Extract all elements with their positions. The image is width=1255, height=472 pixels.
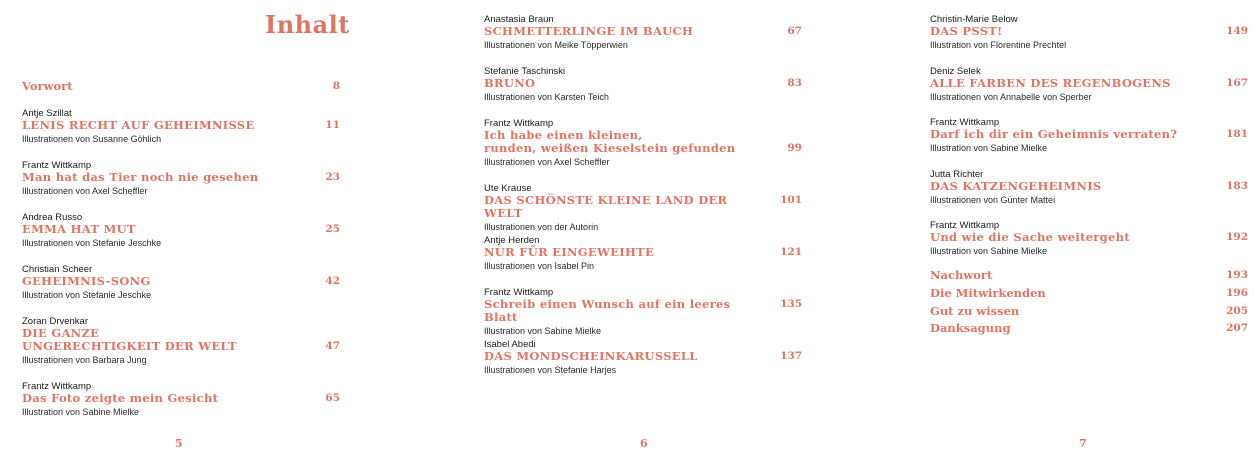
entry-author: Jutta Richter — [930, 169, 984, 180]
toc-entry[interactable] — [484, 183, 802, 233]
page-folio: 6 — [640, 437, 648, 450]
toc-entry[interactable] — [930, 14, 1248, 51]
page-number: 47 — [325, 340, 340, 352]
page-number: 65 — [325, 392, 340, 404]
entry-title-line-2: UNGERECHTIGKEIT DER WELT — [22, 339, 237, 353]
entry-title: Gut zu wissen — [930, 304, 1020, 318]
entry-author: Frantz Wittkamp — [484, 287, 554, 298]
entry-author: Stefanie Taschinski — [484, 66, 566, 77]
entry-title: GEHEIMNIS-SONG — [22, 274, 151, 288]
toc-entry[interactable] — [22, 108, 340, 145]
page-number: 167 — [1226, 77, 1248, 89]
entry-illustrator: Illustrationen von Barbara Jung — [22, 355, 147, 365]
entry-illustrator: Illustrationen von Stefanie Harjes — [484, 365, 617, 375]
entry-title: DAS PSST! — [930, 24, 1003, 38]
page-folio: 7 — [1079, 437, 1087, 450]
entry-illustrator: Illustration von Sabine Mielke — [930, 143, 1048, 153]
toc-entry[interactable] — [484, 66, 802, 103]
entry-title: Danksagung — [930, 321, 1011, 335]
entry-illustrator: Illustrationen von Axel Scheffler — [484, 157, 610, 167]
entry-title: Und wie die Sache weitergeht — [930, 230, 1130, 244]
entry-author: Anastasia Braun — [484, 14, 554, 25]
entry-illustrator: Illustrationen von Annabelle von Sperber — [930, 92, 1092, 102]
toc-entry[interactable] — [930, 169, 1248, 206]
page-number: 135 — [780, 298, 802, 310]
entry-illustrator: Illustration von Stefanie Jeschke — [22, 290, 152, 300]
entry-illustrator: Illustrationen von Isabel Pin — [484, 261, 595, 271]
page-number: 99 — [787, 142, 802, 154]
toc-entry[interactable] — [22, 316, 340, 366]
page-number: 121 — [780, 246, 802, 258]
entry-title: ALLE FARBEN DES REGENBOGENS — [930, 76, 1171, 90]
toc-entry[interactable] — [22, 264, 340, 301]
entry-author: Ute Krause — [484, 183, 532, 194]
toc-entry-danksagung[interactable] — [930, 322, 1248, 335]
entry-author: Frantz Wittkamp — [930, 117, 1000, 128]
entry-title: EMMA HAT MUT — [22, 222, 136, 236]
toc-entry-vorwort[interactable] — [22, 80, 340, 93]
page-number: 25 — [325, 223, 340, 235]
toc-entry[interactable] — [22, 212, 340, 249]
entry-title: DAS SCHÖNSTE KLEINE LAND DER WELT — [484, 193, 728, 220]
entry-author: Deniz Selek — [930, 66, 981, 77]
entry-illustrator: Illustrationen von Susanne Göhlich — [22, 134, 162, 144]
toc-entry[interactable] — [484, 339, 802, 376]
entry-author: Frantz Wittkamp — [484, 118, 554, 129]
page-number: 181 — [1226, 128, 1248, 140]
entry-author: Antje Szillat — [22, 108, 72, 119]
entry-title: LENIS RECHT AUF GEHEIMNISSE — [22, 118, 255, 132]
toc-entry[interactable] — [484, 287, 802, 337]
entry-title: DAS MONDSCHEINKARUSSELL — [484, 349, 698, 363]
page-number: 205 — [1226, 305, 1248, 317]
toc-entry[interactable] — [484, 14, 802, 51]
entry-author: Antje Herden — [484, 235, 540, 246]
entry-author: Frantz Wittkamp — [930, 220, 1000, 231]
toc-entry-nachwort[interactable] — [930, 269, 1248, 282]
toc-entry[interactable] — [930, 66, 1248, 103]
page-number: 67 — [787, 25, 802, 37]
entry-title: Vorwort — [22, 79, 73, 93]
page-number: 8 — [332, 80, 340, 92]
entry-title: BRUNO — [484, 76, 536, 90]
entry-illustrator: Illustrationen von Axel Scheffler — [22, 186, 148, 196]
entry-author: Andrea Russo — [22, 212, 83, 223]
entry-illustrator: Illustration von Sabine Mielke — [930, 246, 1048, 256]
toc-entry-mitwirkende[interactable] — [930, 287, 1248, 300]
entry-author: Zoran Drvenkar — [22, 316, 88, 327]
toc-entry[interactable] — [930, 220, 1248, 257]
entry-author: Frantz Wittkamp — [22, 160, 92, 171]
entry-title: Darf ich dir ein Geheimnis verraten? — [930, 127, 1178, 141]
entry-title-line-2: runden, weißen Kieselstein gefunden — [484, 141, 736, 155]
entry-title: Schreib einen Wunsch auf ein leeres Blatt — [484, 297, 731, 324]
page-folio: 5 — [175, 437, 183, 450]
entry-title-line-1: DIE GANZE — [22, 326, 100, 340]
entry-title: DAS KATZENGEHEIMNIS — [930, 179, 1102, 193]
toc-heading: Inhalt — [265, 10, 350, 39]
page-number: 11 — [325, 119, 340, 131]
entry-title: Man hat das Tier noch nie gesehen — [22, 170, 259, 184]
entry-title: NUR FÜR EINGEWEIHTE — [484, 245, 655, 259]
entry-illustrator: Illustrationen von der Autorin — [484, 222, 599, 232]
entry-author: Christin-Marie Below — [930, 14, 1018, 25]
toc-entry[interactable] — [22, 381, 340, 418]
entry-title: SCHMETTERLINGE IM BAUCH — [484, 24, 694, 38]
entry-illustrator: Illustrationen von Stefanie Jeschke — [22, 238, 162, 248]
page-number: 42 — [325, 275, 340, 287]
page-number: 196 — [1226, 287, 1248, 299]
page-number: 23 — [325, 171, 340, 183]
entry-illustrator: Illustration von Sabine Mielke — [484, 326, 602, 336]
page-number: 192 — [1226, 231, 1248, 243]
entry-author: Frantz Wittkamp — [22, 381, 92, 392]
toc-entry-gut-zu-wissen[interactable] — [930, 305, 1248, 318]
toc-entry[interactable] — [484, 235, 802, 272]
entry-title: Nachwort — [930, 268, 993, 282]
entry-illustrator: Illustration von Sabine Mielke — [22, 407, 140, 417]
page-number: 137 — [780, 350, 802, 362]
page-number: 83 — [787, 77, 802, 89]
entry-illustrator: Illustrationen von Günter Mattei — [930, 195, 1056, 205]
entry-title-line-1: Ich habe einen kleinen, — [484, 128, 643, 142]
entry-author: Christian Scheer — [22, 264, 93, 275]
page-number: 207 — [1226, 322, 1248, 334]
toc-entry[interactable] — [484, 118, 802, 168]
entry-title: Die Mitwirkenden — [930, 286, 1046, 300]
entry-illustrator: Illustrationen von Meike Töpperwien — [484, 40, 628, 50]
entry-title: Das Foto zeigte mein Gesicht — [22, 391, 219, 405]
page-number: 193 — [1226, 269, 1248, 281]
toc-entry[interactable] — [930, 117, 1248, 154]
page-number: 101 — [780, 194, 802, 206]
page-number: 149 — [1226, 25, 1248, 37]
entry-illustrator: Illustration von Florentine Prechtel — [930, 40, 1067, 50]
entry-illustrator: Illustrationen von Karsten Teich — [484, 92, 609, 102]
page-number: 183 — [1226, 180, 1248, 192]
entry-author: Isabel Abedi — [484, 339, 536, 350]
toc-entry[interactable] — [22, 160, 340, 197]
